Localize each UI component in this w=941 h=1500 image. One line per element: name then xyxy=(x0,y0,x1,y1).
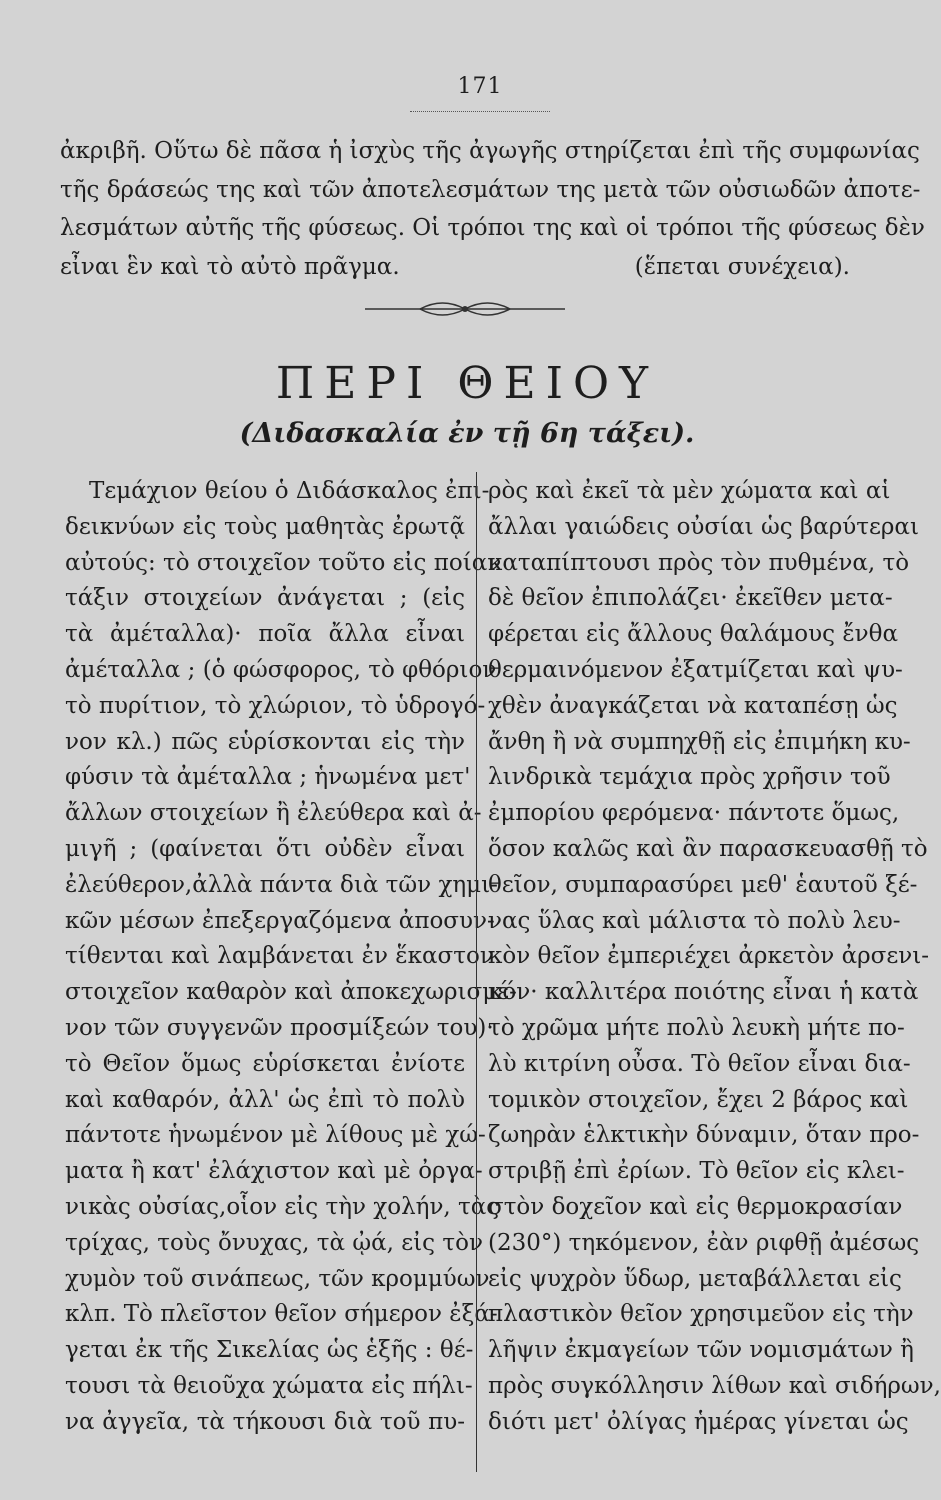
column-line: τὸ πυρίτιον, τὸ χλώριον, τὸ ὑδρογό- xyxy=(65,692,486,719)
column-line: πρὸς συγκόλλησιν λίθων καὶ σιδήρων, xyxy=(488,1372,941,1399)
continuation-note: (ἕπεται συνέχεια). xyxy=(634,253,850,280)
column-line: θεῖον, συμπαρασύρει μεθ' ἑαυτοῦ ξέ- xyxy=(488,871,918,898)
column-line: αὐτούς: τὸ στοιχεῖον τοῦτο εἰς ποίαν xyxy=(65,549,502,576)
column-line: ἄλλων στοιχείων ἢ ἐλεύθερα καὶ ἀ- xyxy=(65,800,482,827)
column-line: πλαστικὸν θεῖον χρησιμεῦον εἰς τὴν xyxy=(488,1301,914,1328)
right-column xyxy=(488,474,941,1441)
column-line: λινδρικὰ τεμάχια πρὸς χρῆσιν τοῦ xyxy=(488,764,891,791)
column-line: τρίχας, τοὺς ὄνυχας, τὰ ᾠά, εἰς τὸν xyxy=(65,1229,483,1256)
column-line: στριβῇ ἐπὶ ἐρίων. Τὸ θεῖον εἰς κλει- xyxy=(488,1158,905,1185)
column-line: χθὲν ἀναγκάζεται νὰ καταπέσῃ ὡς xyxy=(488,692,898,719)
page-number: 171 xyxy=(457,74,503,99)
column-line: φέρεται εἰς ἄλλους θαλάμους ἔνθα xyxy=(488,621,899,648)
column-line: λῆψιν ἐκμαγείων τῶν νομισμάτων ἢ xyxy=(488,1337,914,1364)
intro-line-last xyxy=(60,248,880,287)
column-line: ζωηρὰν ἑλκτικὴν δύναμιν, ὅταν προ- xyxy=(488,1122,920,1149)
column-line: Τεμάχιον θείου ὁ Διδάσκαλος ἐπι- xyxy=(89,478,490,504)
column-line: καὶ καθαρόν, ἀλλ' ὡς ἐπὶ τὸ πολὺ xyxy=(65,1086,465,1113)
column-line: νας ὕλας καὶ μάλιστα τὸ πολὺ λευ- xyxy=(488,907,901,934)
column-line: (230°) τηκόμενον, ἐὰν ριφθῇ ἀμέσως xyxy=(488,1229,920,1256)
column-line: διότι μετ' ὀλίγας ἡμέρας γίνεται ὡς xyxy=(488,1408,909,1435)
column-line: τομικὸν στοιχεῖον, ἔχει 2 βάρος καὶ xyxy=(488,1086,909,1113)
column-line: πάντοτε ἡνωμένον μὲ λίθους μὲ χώ- xyxy=(65,1122,486,1149)
column-line: λὺ κιτρίνη οὖσα. Τὸ θεῖον εἶναι δια- xyxy=(488,1050,911,1077)
article-subtitle: (Διδασκαλία ἐν τῇ 6η τάξει). xyxy=(239,418,695,449)
column-line: ματα ἢ κατ' ἐλάχιστον καὶ μὲ ὀργα- xyxy=(65,1158,483,1185)
column-line: χυμὸν τοῦ σινάπεως, τῶν κρομμύων xyxy=(65,1265,490,1292)
column-line: καταπίπτουσι πρὸς τὸν πυθμένα, τὸ xyxy=(488,549,910,576)
column-line: ἀμέταλλα ; (ὁ φώσφορος, τὸ φθόριον xyxy=(65,656,497,683)
column-divider xyxy=(476,472,477,1472)
column-line: κόν· καλλιτέρα ποιότης εἶναι ἡ κατὰ xyxy=(488,979,919,1006)
intro-last-text: εἶναι ἓν καὶ τὸ αὐτὸ πρᾶγμα. xyxy=(60,253,400,280)
article-title: ΠΕΡΙ ΘΕΙΟΥ xyxy=(275,358,659,409)
column-line: γεται ἐκ τῆς Σικελίας ὡς ἑξῆς : θέ- xyxy=(65,1337,474,1364)
column-line: ἐμπορίου φερόμενα· πάντοτε ὅμως, xyxy=(488,800,900,827)
column-line: νον τῶν συγγενῶν προσμίξεών του)· xyxy=(65,1014,494,1041)
column-line: ὅσον καλῶς καὶ ἂν παρασκευασθῇ τὸ xyxy=(488,835,928,862)
page-number-rule xyxy=(410,111,550,112)
column-line: τὸ χρῶμα μήτε πολὺ λευκὴ μήτε πο- xyxy=(488,1014,905,1041)
column-line: μιγῆ ; (φαίνεται ὅτι οὐδὲν εἶναι xyxy=(65,835,465,862)
column-line: δὲ θεῖον ἐπιπολάζει· ἐκεῖθεν μετα- xyxy=(488,585,893,612)
intro-line: τῆς δράσεώς της καὶ τῶν ἀποτελεσμάτων της μετὰ τῶν οὐσιωδῶν ἀποτε- xyxy=(60,176,921,203)
column-line: κλπ. Τὸ πλεῖστον θεῖον σήμερον ἐξά- xyxy=(65,1301,498,1328)
column-line: τὸ Θεῖον ὅμως εὑρίσκεται ἐνίοτε xyxy=(65,1050,465,1077)
intro-line: λεσμάτων αὐτῆς τῆς φύσεως. Οἱ τρόποι της καὶ οἱ τρόποι τῆς φύσεως δὲν xyxy=(60,215,925,241)
column-line: τουσι τὰ θειοῦχα χώματα εἰς πήλι- xyxy=(65,1372,473,1399)
column-line: νον κλ.) πῶς εὑρίσκονται εἰς τὴν xyxy=(65,728,465,755)
column-line: ρὸς καὶ ἐκεῖ τὰ μὲν χώματα καὶ αἱ xyxy=(488,478,891,504)
column-line: τίθενται καὶ λαμβάνεται ἐν ἕκαστον xyxy=(65,943,494,970)
intro-line: ἀκριβῆ. Οὕτω δὲ πᾶσα ἡ ἰσχὺς τῆς ἀγωγῆς στηρίζεται ἐπὶ τῆς συμφωνίας xyxy=(60,138,920,164)
column-line: φύσιν τὰ ἀμέταλλα ; ἡνωμένα μετ' xyxy=(65,764,471,791)
column-line: κῶν μέσων ἐπεξεργαζόμενα ἀποσυν- xyxy=(65,907,495,934)
column-line: τὰ ἀμέταλλα)· ποῖα ἄλλα εἶναι xyxy=(65,621,465,648)
column-line: ἄλλαι γαιώδεις οὐσίαι ὡς βαρύτεραι xyxy=(488,513,919,540)
column-line: κὸν θεῖον ἐμπεριέχει ἀρκετὸν ἀρσενι- xyxy=(488,943,930,970)
column-line: στὸν δοχεῖον καὶ εἰς θερμοκρασίαν xyxy=(488,1193,903,1220)
column-line: τάξιν στοιχείων ἀνάγεται ; (εἰς xyxy=(65,585,465,612)
intro-paragraph xyxy=(60,132,925,286)
section-ornament xyxy=(365,297,565,321)
column-line: να ἀγγεῖα, τὰ τήκουσι διὰ τοῦ πυ- xyxy=(65,1408,465,1435)
column-line: ἐλεύθερον,ἀλλὰ πάντα διὰ τῶν χημι- xyxy=(65,871,498,898)
column-line: δεικνύων εἰς τοὺς μαθητὰς ἐρωτᾷ xyxy=(65,513,465,540)
column-line: νικὰς οὐσίας,οἷον εἰς τὴν χολήν, τὰς xyxy=(65,1193,500,1220)
column-line: εἰς ψυχρὸν ὕδωρ, μεταβάλλεται εἰς xyxy=(488,1265,902,1292)
column-line: στοιχεῖον καθαρὸν καὶ ἀποκεχωρισμέ- xyxy=(65,979,517,1006)
column-line: θερμαινόμενον ἐξατμίζεται καὶ ψυ- xyxy=(488,656,903,683)
column-line: ἄνθη ἢ νὰ συμπηχθῇ εἰς ἐπιμήκη κυ- xyxy=(488,728,911,755)
left-column xyxy=(65,474,517,1441)
